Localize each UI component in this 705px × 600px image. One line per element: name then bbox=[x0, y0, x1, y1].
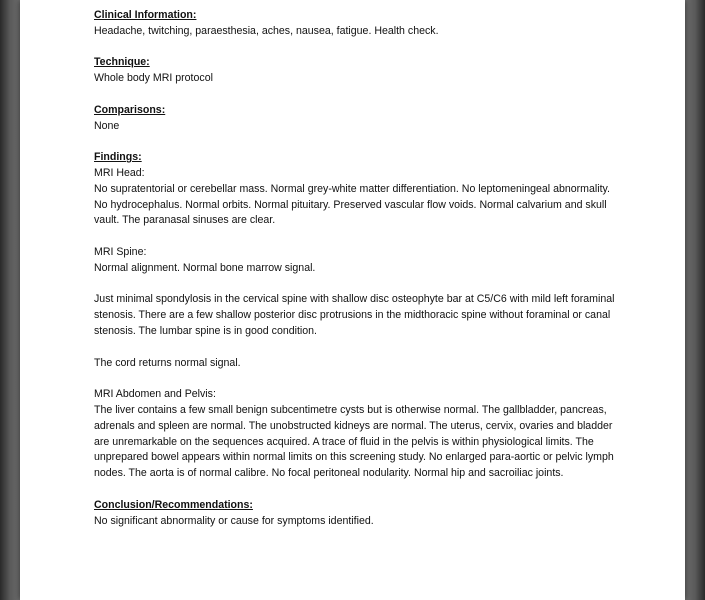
mri-head-text-line: No hydrocephalus. Normal orbits. Normal pituitary. Preserved vascular flow voids. Normal calvarium and skull bbox=[94, 198, 607, 211]
mri-head-text-line: vault. The paranasal sinuses are clear. bbox=[94, 214, 276, 227]
mri-head-text-line: No supratentorial or cerebellar mass. Normal grey-white matter differentiation. No leptomeningeal abnormality. bbox=[94, 182, 610, 195]
spacer bbox=[94, 371, 654, 387]
abdomen-text-line: nodes. The aorta is of normal calibre. No focal peritoneal nodularity. Normal hip and sacroiliac joints. bbox=[94, 467, 564, 480]
spacer bbox=[94, 277, 654, 293]
technique-text: Whole body MRI protocol bbox=[94, 72, 213, 85]
technique-heading: Technique: bbox=[94, 56, 150, 69]
report-page bbox=[20, 0, 685, 600]
spacer bbox=[94, 229, 654, 245]
spacer bbox=[94, 340, 654, 356]
comparisons-text: None bbox=[94, 119, 120, 132]
mri-abdomen-label: MRI Abdomen and Pelvis: bbox=[94, 388, 216, 401]
abdomen-text-line: unprepared bowel appears within normal limits on this screening study. No enlarged para-aortic or pelvic lymph bbox=[94, 451, 614, 464]
cord-text: The cord returns normal signal. bbox=[94, 356, 241, 369]
mri-spine-label: MRI Spine: bbox=[94, 245, 147, 258]
abdomen-text-line: The liver contains a few small benign subcentimetre cysts but is otherwise normal. The gallbladder, pancreas, bbox=[94, 403, 607, 416]
spacer bbox=[94, 40, 654, 56]
clinical-information-text: Headache, twitching, paraesthesia, aches, nausea, fatigue. Health check. bbox=[94, 24, 439, 37]
clinical-information-heading: Clinical Information: bbox=[94, 9, 197, 21]
spine-detail-line: Just minimal spondylosis in the cervical spine with shallow disc osteophyte bar at C5/C6 with mild left foraminal bbox=[94, 293, 615, 306]
spine-detail-line: stenosis. The lumbar spine is in good condition. bbox=[94, 324, 317, 337]
spacer bbox=[94, 134, 654, 150]
abdomen-text-line: are unremarkable on the sequences acquired. A trace of fluid in the pelvis is within physiological limits. The bbox=[94, 435, 594, 448]
abdomen-text-line: adrenals and spleen are normal. The unobstructed kidneys are normal. The uterus, cervix, ovaries and bladder bbox=[94, 419, 613, 432]
report-body bbox=[94, 8, 654, 529]
comparisons-heading: Comparisons: bbox=[94, 103, 166, 116]
mri-spine-text: Normal alignment. Normal bone marrow signal. bbox=[94, 261, 316, 274]
conclusion-text: No significant abnormality or cause for symptoms identified. bbox=[94, 514, 374, 527]
mri-head-label: MRI Head: bbox=[94, 166, 145, 179]
spine-detail-line: stenosis. There are a few shallow posterior disc protrusions in the midthoracic spine without foraminal or canal bbox=[94, 309, 611, 322]
findings-heading: Findings: bbox=[94, 151, 142, 164]
spacer bbox=[94, 482, 654, 498]
spacer bbox=[94, 87, 654, 103]
conclusion-heading: Conclusion/Recommendations: bbox=[94, 498, 253, 511]
